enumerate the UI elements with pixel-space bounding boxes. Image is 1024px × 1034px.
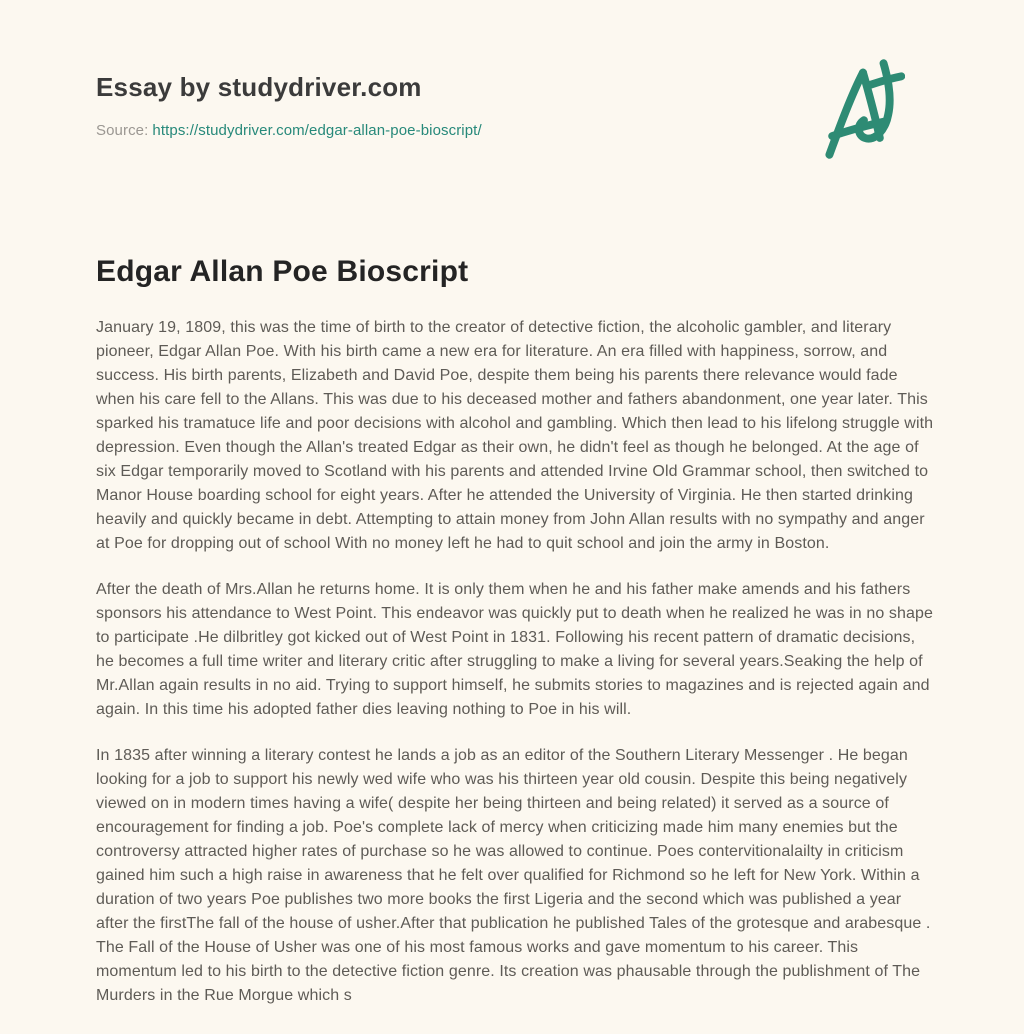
source-label: Source: xyxy=(96,122,149,139)
essay-paragraph-2: After the death of Mrs.Allan he returns home. It is only them when he and his father make amends and his fathers sponsors his attendance to West Point. This endeavor was quickly put to death when he realized he was in no shape to participate .He dilbritley got kicked out of West Point in 1831. Following his recent pattern of dramatic decisions, he becomes a full time writer and literary critic after struggling to make a living for several years.Seaking the help of Mr.Allan again results in no aid. Trying to support himself, he submits stories to magazines and is rejected again and again. In this time his adopted father dies leaving nothing to Poe in his will. xyxy=(96,581,933,718)
page-header xyxy=(96,0,928,139)
essay-title: Edgar Allan Poe Bioscript xyxy=(96,255,469,288)
source-url-link[interactable]: https://studydriver.com/edgar-allan-poe-bioscript/ xyxy=(152,122,482,139)
essay-paragraph-1: January 19, 1809, this was the time of birth to the creator of detective fiction, the alcoholic gambler, and literary pioneer, Edgar Allan Poe. With his birth came a new era for literature. An era filled with happiness, sorrow, and success. His birth parents, Elizabeth and David Poe, despite them being his parents there relevance would fade when his care fell to the Allans. This was due to his deceased mother and fathers abandonment, one year later. This sparked his tramatuce life and poor decisions with alcohol and gambling. Which then lead to his lifelong struggle with depression. Even though the Allan's treated Edgar as their own, he didn't feel as though he belonged. At the age of six Edgar temporarily moved to Scotland with his parents and attended Irvine Old Grammar school, then switched to Manor House boarding school for eight years. After he attended the University of Virginia. He then started drinking heavily and quickly became in debt. Attempting to attain money from John Allan results with no sympathy and anger at Poe for dropping out of school With no money left he had to quit school and join the army in Boston. xyxy=(96,319,934,552)
essay-byline: Essay by studydriver.com xyxy=(96,72,422,102)
essay-body xyxy=(96,316,934,1008)
essay-paragraph-3: In 1835 after winning a literary contest he lands a job as an editor of the Southern Literary Messenger . He began looking for a job to support his newly wed wife who was his thirteen year old cousin. Despite this being negatively viewed on in modern times having a wife( despite her being thirteen and being related) it served as a source of encouragement for finding a job. Poe's complete lack of mercy when criticizing made him many enemies but the controversy attracted higher rates of purchase so he was allowed to continue. Poes contervitionalailty in criticism gained him such a high raise in awareness that he felt over qualified for Richmond so he left for New York. Within a duration of two years Poe publishes two more books the first Ligeria and the second which was published a year after the firstThe fall of the house of usher.After that publication he published Tales of the grotesque and arabesque . The Fall of the House of Usher was one of his most famous works and gave momentum to his career. This momentum led to his birth to the detective fiction genre. Its creation was phausable through the publishment of The Murders in the Rue Morgue which s xyxy=(96,747,931,1004)
a-plus-logo-icon xyxy=(821,56,905,162)
source-line xyxy=(96,122,928,139)
studydriver-logo xyxy=(821,56,905,162)
